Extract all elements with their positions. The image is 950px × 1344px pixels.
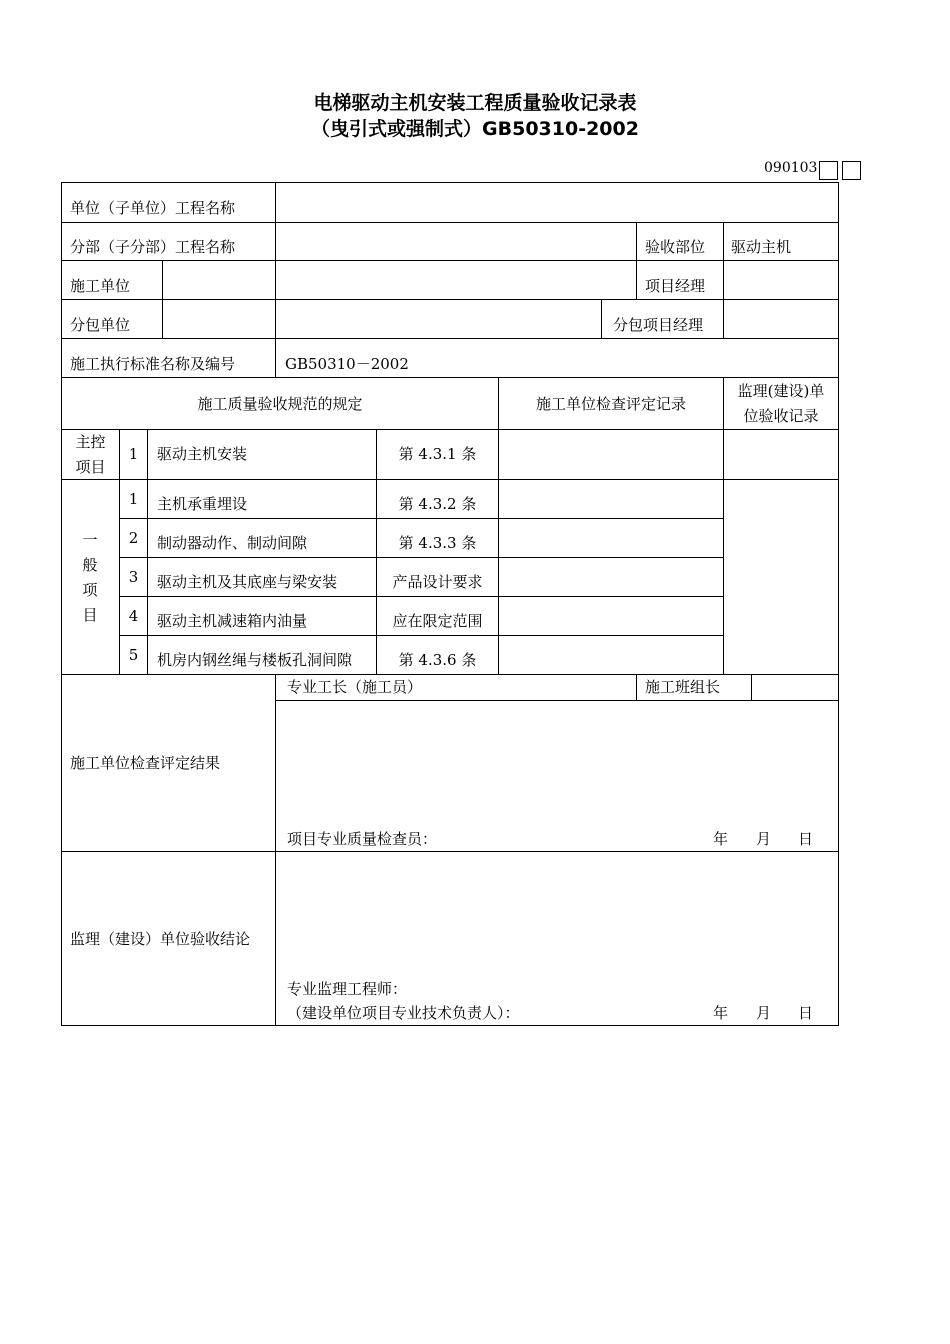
subcontract-manager-label: 分包项目经理 <box>613 316 704 334</box>
general-item-clause: 应在限定范围 <box>392 612 483 630</box>
general-item-no: 4 <box>128 607 139 625</box>
general-item-record[interactable] <box>503 601 718 631</box>
general-item-record[interactable] <box>503 562 718 592</box>
general-supervision-cell[interactable] <box>728 484 833 670</box>
inspector-label: 项目专业质量检查员： <box>287 830 438 848</box>
team-leader-label: 施工班组长 <box>645 678 721 696</box>
conclusion-label: 监理（建设）单位验收结论 <box>70 930 251 948</box>
team-leader-field[interactable] <box>755 677 835 697</box>
main-control-label-line2: 项目 <box>75 458 106 476</box>
general-item-name: 制动器动作、制动间隙 <box>157 534 308 552</box>
main-control-item-clause: 第 4.3.1 条 <box>398 445 477 463</box>
acceptance-part-value[interactable]: 驱动主机 <box>731 238 792 256</box>
general-item-clause: 第 4.3.3 条 <box>398 534 477 552</box>
unit-project-name-field[interactable] <box>280 193 830 221</box>
foreman-label: 专业工长（施工员） <box>287 678 423 696</box>
general-item-no: 3 <box>128 568 139 586</box>
general-item-name: 驱动主机减速箱内油量 <box>157 612 308 630</box>
main-control-label-line1: 主控 <box>75 433 106 451</box>
record-column-header: 施工单位检查评定记录 <box>535 395 686 413</box>
subcontract-unit-label: 分包单位 <box>70 316 131 334</box>
project-manager-label: 项目经理 <box>645 277 706 295</box>
general-item-name: 主机承重埋设 <box>157 495 248 513</box>
general-item-name: 驱动主机及其底座与梁安装 <box>157 573 338 591</box>
result-date-year: 年 <box>713 830 729 848</box>
general-item-no: 5 <box>128 646 139 664</box>
subcontract-manager-field[interactable] <box>728 310 833 336</box>
foreman-field[interactable] <box>503 677 631 697</box>
general-item-record[interactable] <box>503 484 718 514</box>
general-label-char-2: 般 <box>82 556 98 574</box>
supervision-engineer-label: 专业监理工程师： <box>287 980 408 998</box>
general-label-char-4: 目 <box>82 606 98 624</box>
form-code: 090103 <box>764 160 818 176</box>
general-item-record[interactable] <box>503 640 718 670</box>
general-item-record[interactable] <box>503 523 718 553</box>
general-item-clause: 产品设计要求 <box>392 573 483 591</box>
result-label: 施工单位检查评定结果 <box>70 754 221 772</box>
general-item-no: 2 <box>128 529 139 547</box>
standard-value: GB50310－2002 <box>285 355 409 373</box>
main-control-item-supervision[interactable] <box>728 434 833 474</box>
general-item-clause: 第 4.3.2 条 <box>398 495 477 513</box>
general-item-name: 机房内钢丝绳与楼板孔洞间隙 <box>157 651 353 669</box>
conclusion-date-year: 年 <box>713 1004 729 1022</box>
general-label-char-3: 项 <box>82 581 98 599</box>
sub-project-name-label: 分部（子分部）工程名称 <box>70 238 236 256</box>
project-manager-field[interactable] <box>728 271 833 297</box>
main-control-item-no: 1 <box>128 445 139 463</box>
form-title: 电梯驱动主机安装工程质量验收记录表 <box>313 92 637 114</box>
form-code-box-2[interactable] <box>842 161 861 180</box>
subcontract-unit-field[interactable] <box>167 310 597 336</box>
spec-column-header: 施工质量验收规范的规定 <box>197 395 363 413</box>
result-date-day: 日 <box>798 830 814 848</box>
unit-project-name-label: 单位（子单位）工程名称 <box>70 199 236 217</box>
supervision-column-header-line2: 位验收记录 <box>743 407 819 425</box>
construction-unit-label: 施工单位 <box>70 277 131 295</box>
standard-label: 施工执行标准名称及编号 <box>70 355 236 373</box>
form-subtitle: （曳引式或强制式）GB50310-2002 <box>311 118 639 140</box>
form-code-box-1[interactable] <box>819 161 838 180</box>
sub-project-name-field[interactable] <box>280 232 630 258</box>
general-item-clause: 第 4.3.6 条 <box>398 651 477 669</box>
result-date-month: 月 <box>756 830 772 848</box>
conclusion-date-month: 月 <box>756 1004 772 1022</box>
supervision-column-header-line1: 监理(建设)单 <box>737 382 825 400</box>
acceptance-part-label: 验收部位 <box>645 238 706 256</box>
general-item-no: 1 <box>128 490 139 508</box>
general-label-char-1: 一 <box>82 531 98 549</box>
construction-unit-field[interactable] <box>167 271 627 297</box>
conclusion-date-day: 日 <box>798 1004 814 1022</box>
main-control-item-name: 驱动主机安装 <box>157 445 248 463</box>
main-control-item-record[interactable] <box>503 434 718 474</box>
owner-technical-lead-label: （建设单位项目专业技术负责人）： <box>287 1004 520 1022</box>
